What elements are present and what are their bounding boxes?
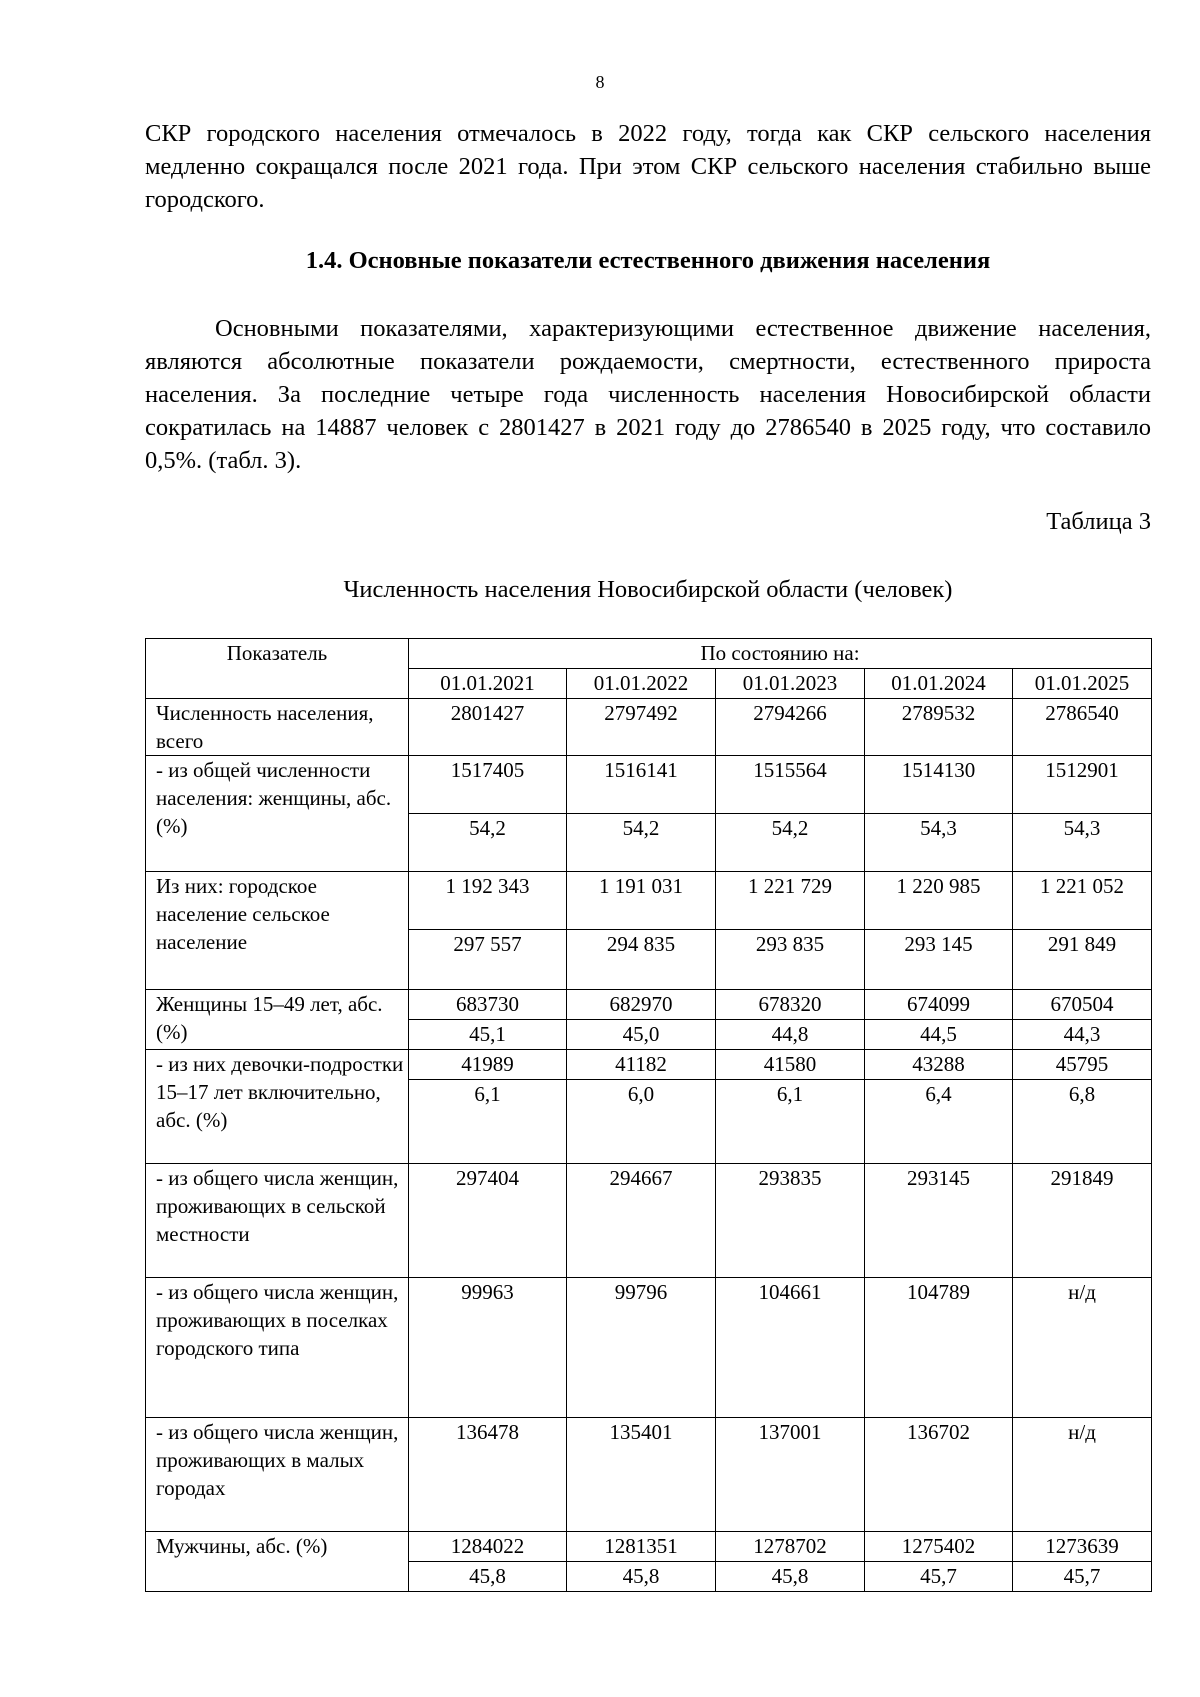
- cell-value: 1 221 052: [1013, 872, 1152, 930]
- cell-value-percent: 6,1: [716, 1080, 865, 1164]
- cell-value: 294667: [567, 1164, 716, 1278]
- cell-value: 293835: [716, 1164, 865, 1278]
- cell-value-percent: 45,8: [409, 1562, 567, 1592]
- cell-value: 41182: [567, 1050, 716, 1080]
- cell-value: 1 192 343: [409, 872, 567, 930]
- cell-value: 674099: [865, 990, 1013, 1020]
- row-label: Мужчины, абс. (%): [146, 1532, 409, 1592]
- cell-value-percent: 54,3: [1013, 814, 1152, 872]
- cell-value: 136478: [409, 1418, 567, 1532]
- cell-value: 1517405: [409, 756, 567, 814]
- cell-value: 2797492: [567, 699, 716, 756]
- cell-value: 41580: [716, 1050, 865, 1080]
- cell-value: 1281351: [567, 1532, 716, 1562]
- cell-value: 104789: [865, 1278, 1013, 1418]
- table-row: [146, 1164, 1152, 1278]
- cell-value: 1275402: [865, 1532, 1013, 1562]
- row-label: Женщины 15–49 лет, абс. (%): [146, 990, 409, 1050]
- header-date: 01.01.2024: [865, 669, 1013, 699]
- table-row: [146, 1278, 1152, 1418]
- cell-value: 43288: [865, 1050, 1013, 1080]
- row-label: Из них: городское население сельское население: [146, 872, 409, 990]
- cell-value: 99963: [409, 1278, 567, 1418]
- cell-value-percent: 45,8: [716, 1562, 865, 1592]
- header-date: 01.01.2023: [716, 669, 865, 699]
- cell-value-percent: 6,1: [409, 1080, 567, 1164]
- table-row: [146, 990, 1152, 1020]
- cell-value: 1515564: [716, 756, 865, 814]
- cell-value: 41989: [409, 1050, 567, 1080]
- cell-value: 678320: [716, 990, 865, 1020]
- section-heading: 1.4. Основные показатели естественного движения населения: [305, 247, 991, 274]
- cell-value: 1 191 031: [567, 872, 716, 930]
- header-date: 01.01.2025: [1013, 669, 1152, 699]
- cell-value-percent: 45,7: [865, 1562, 1013, 1592]
- cell-value: 1278702: [716, 1532, 865, 1562]
- cell-value: 45795: [1013, 1050, 1152, 1080]
- header-date: 01.01.2022: [567, 669, 716, 699]
- cell-value-percent: 45,7: [1013, 1562, 1152, 1592]
- cell-value-percent: 44,8: [716, 1020, 865, 1050]
- cell-value: 2801427: [409, 699, 567, 756]
- cell-value: 99796: [567, 1278, 716, 1418]
- cell-value: 297404: [409, 1164, 567, 1278]
- header-group: По состоянию на:: [409, 639, 1152, 669]
- row-label: - из общего числа женщин, проживающих в малых городах: [146, 1418, 409, 1532]
- cell-value: 293145: [865, 1164, 1013, 1278]
- cell-value: 682970: [567, 990, 716, 1020]
- table-number: Таблица 3: [1046, 508, 1151, 535]
- header-indicator: Показатель: [146, 639, 409, 699]
- paragraph: Основными показателями, характеризующими естественное движение населения, являются абсолютные показатели рождаемости, смертности, естественного прироста населения. За последние четыре года численность населения Новосибирской области сократилась на 14887 человек с 2801427 в 2021 году до 2786540 в 2025 году, что составило 0,5%. (табл. 3).: [145, 315, 1151, 474]
- cell-value: 670504: [1013, 990, 1152, 1020]
- cell-value: 1 221 729: [716, 872, 865, 930]
- cell-value-percent: 6,0: [567, 1080, 716, 1164]
- cell-value: 135401: [567, 1418, 716, 1532]
- table-caption: Численность населения Новосибирской области (человек): [343, 576, 953, 603]
- cell-value-percent: 45,0: [567, 1020, 716, 1050]
- cell-value: н/д: [1013, 1418, 1152, 1532]
- cell-value-percent: 6,4: [865, 1080, 1013, 1164]
- cell-value-percent: 54,3: [865, 814, 1013, 872]
- cell-value-percent: 297 557: [409, 930, 567, 990]
- cell-value: 1273639: [1013, 1532, 1152, 1562]
- cell-value-percent: 291 849: [1013, 930, 1152, 990]
- population-table: [145, 638, 1152, 1592]
- cell-value: 136702: [865, 1418, 1013, 1532]
- table-row: [146, 872, 1152, 930]
- paragraph: СКР городского населения отмечалось в 2022 году, тогда как СКР сельского населения медленно сокращался после 2021 года. При этом СКР сельского населения стабильно выше городского.: [145, 120, 1151, 213]
- row-label: - из общей численности населения: женщины, абс. (%): [146, 756, 409, 872]
- cell-value: 1516141: [567, 756, 716, 814]
- cell-value: 1512901: [1013, 756, 1152, 814]
- cell-value: 1 220 985: [865, 872, 1013, 930]
- cell-value-percent: 44,5: [865, 1020, 1013, 1050]
- cell-value: 2789532: [865, 699, 1013, 756]
- row-label: - из них девочки-подростки 15–17 лет включительно, абс. (%): [146, 1050, 409, 1164]
- cell-value: 683730: [409, 990, 567, 1020]
- row-label: - из общего числа женщин, проживающих в поселках городского типа: [146, 1278, 409, 1418]
- cell-value-percent: 54,2: [567, 814, 716, 872]
- table-row: [146, 756, 1152, 814]
- table-row: [146, 1418, 1152, 1532]
- cell-value-percent: 293 835: [716, 930, 865, 990]
- cell-value: 137001: [716, 1418, 865, 1532]
- cell-value: н/д: [1013, 1278, 1152, 1418]
- row-label: Численность населения, всего: [146, 699, 409, 756]
- cell-value-percent: 6,8: [1013, 1080, 1152, 1164]
- row-label: - из общего числа женщин, проживающих в сельской местности: [146, 1164, 409, 1278]
- cell-value-percent: 45,1: [409, 1020, 567, 1050]
- cell-value: 104661: [716, 1278, 865, 1418]
- cell-value: 2786540: [1013, 699, 1152, 756]
- cell-value: 2794266: [716, 699, 865, 756]
- table-row: [146, 699, 1152, 756]
- cell-value-percent: 293 145: [865, 930, 1013, 990]
- table-row: [146, 1050, 1152, 1080]
- cell-value: 1514130: [865, 756, 1013, 814]
- table-row: [146, 1532, 1152, 1562]
- cell-value: 1284022: [409, 1532, 567, 1562]
- cell-value: 291849: [1013, 1164, 1152, 1278]
- cell-value-percent: 45,8: [567, 1562, 716, 1592]
- header-date: 01.01.2021: [409, 669, 567, 699]
- page-number: 8: [595, 72, 605, 92]
- cell-value-percent: 44,3: [1013, 1020, 1152, 1050]
- cell-value-percent: 294 835: [567, 930, 716, 990]
- cell-value-percent: 54,2: [409, 814, 567, 872]
- cell-value-percent: 54,2: [716, 814, 865, 872]
